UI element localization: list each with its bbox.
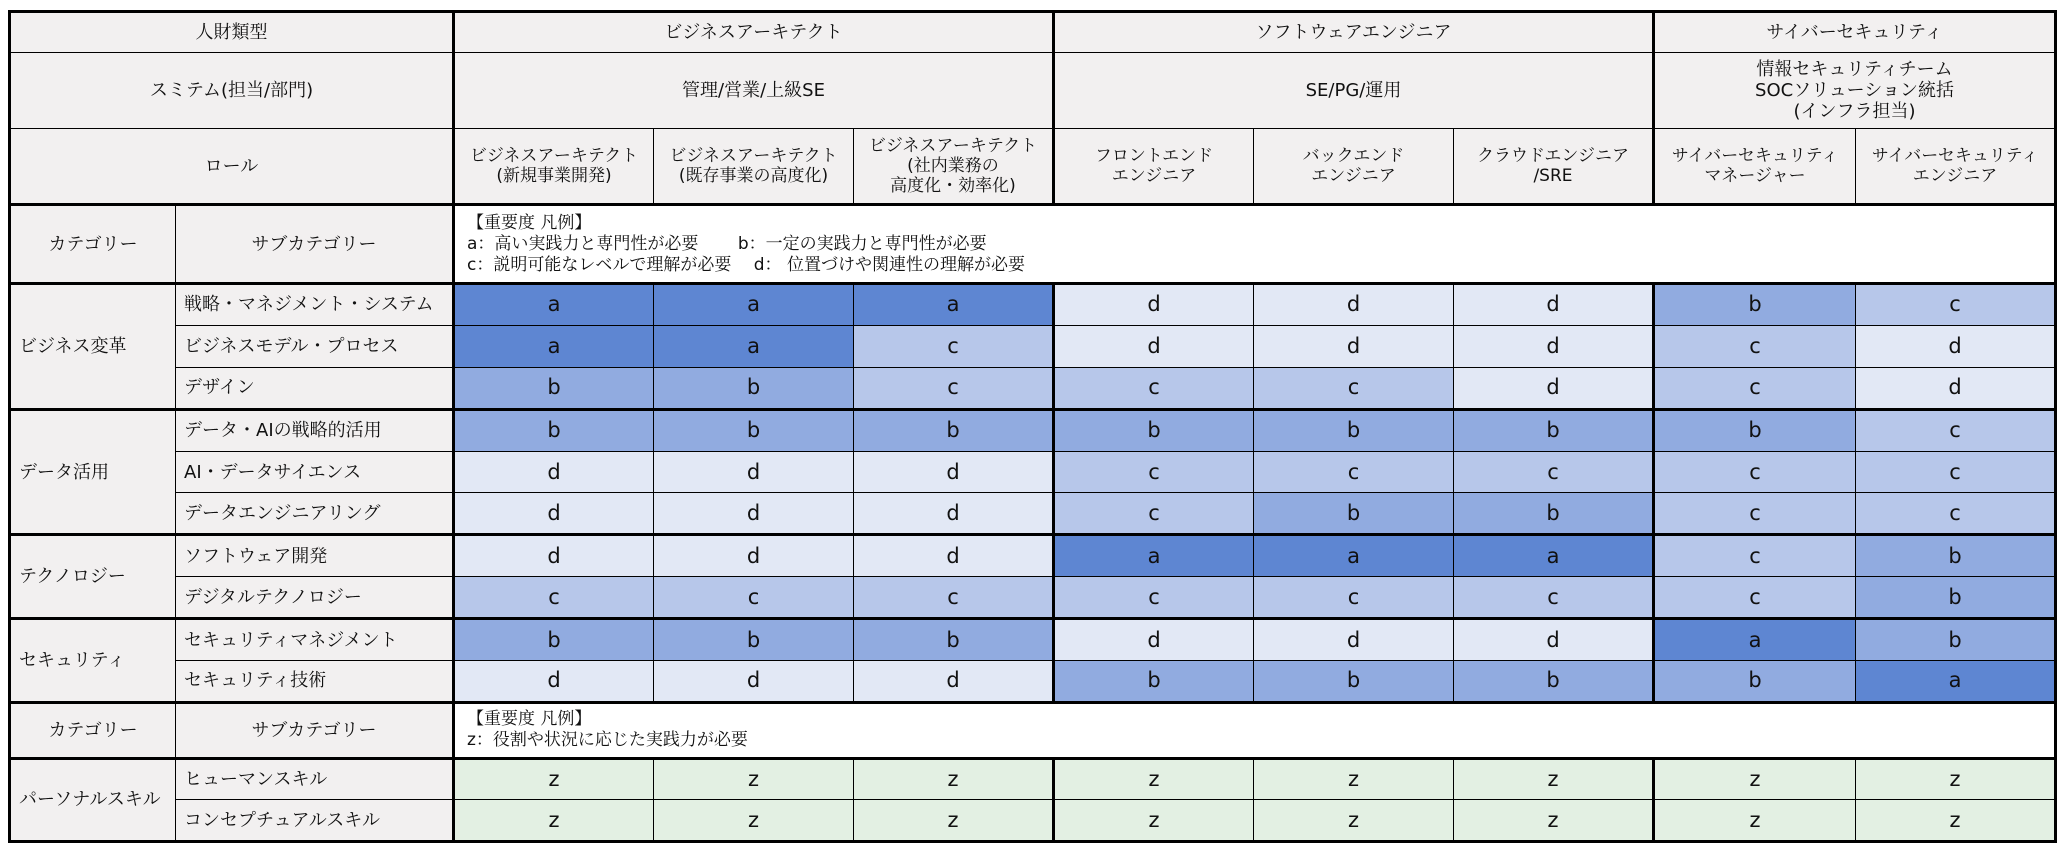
importance-cell: d <box>454 661 654 703</box>
importance-cell: d <box>854 451 1054 493</box>
role-header: サイバーセキュリティ エンジニア <box>1856 129 2056 205</box>
jinzai-type-label: 人財類型 <box>10 12 454 53</box>
importance-cell: b <box>654 367 854 409</box>
importance-cell: d <box>1254 619 1454 661</box>
importance-cell: d <box>1054 325 1254 367</box>
importance-cell: a <box>1454 535 1654 577</box>
importance-cell: c <box>1856 493 2056 535</box>
importance-cell: c <box>1654 325 1856 367</box>
importance-cell: c <box>1054 451 1254 493</box>
importance-cell: d <box>654 535 854 577</box>
importance-cell: b <box>1856 535 2056 577</box>
importance-cell: b <box>654 619 854 661</box>
importance-cell: d <box>1454 284 1654 326</box>
role-header: クラウドエンジニア /SRE <box>1454 129 1654 205</box>
importance-cell: b <box>1654 284 1856 326</box>
importance-cell: z <box>1654 800 1856 842</box>
importance-cell: a <box>654 284 854 326</box>
category-name: データ活用 <box>10 409 176 535</box>
importance-cell: d <box>1054 619 1254 661</box>
subcategory-name: セキュリティマネジメント <box>176 619 454 661</box>
importance-cell: b <box>1856 577 2056 619</box>
dept-group-header: 管理/営業/上級SE <box>454 53 1054 129</box>
importance-cell: a <box>454 284 654 326</box>
skill-matrix-body <box>10 12 2056 842</box>
legend-line: 【重要度 凡例】 <box>467 709 592 730</box>
importance-cell: c <box>1054 493 1254 535</box>
legend-row <box>10 205 2056 284</box>
skill-row <box>10 661 2056 703</box>
importance-cell: b <box>854 409 1054 451</box>
importance-cell: c <box>1254 451 1454 493</box>
importance-cell: z <box>454 758 654 800</box>
category-name: パーソナルスキル <box>10 758 176 841</box>
importance-cell: b <box>454 367 654 409</box>
skill-row <box>10 367 2056 409</box>
role-label: ロール <box>10 129 454 205</box>
skill-row <box>10 409 2056 451</box>
dept-label: スミテム(担当/部門) <box>10 53 454 129</box>
importance-cell: a <box>1054 535 1254 577</box>
skill-row <box>10 800 2056 842</box>
importance-cell: c <box>1054 577 1254 619</box>
importance-cell: z <box>854 800 1054 842</box>
importance-cell: z <box>1454 800 1654 842</box>
legend-line: c：説明可能なレベルで理解が必要 d： 位置づけや関連性の理解が必要 <box>467 254 1025 275</box>
importance-cell: a <box>454 325 654 367</box>
skill-matrix-table <box>8 10 2057 843</box>
importance-cell: c <box>854 367 1054 409</box>
subcategory-name: データ・AIの戦略的活用 <box>176 409 454 451</box>
subcategory-name: デザイン <box>176 367 454 409</box>
role-header: サイバーセキュリティ マネージャー <box>1654 129 1856 205</box>
importance-cell: b <box>1654 409 1856 451</box>
subcategory-name: デジタルテクノロジー <box>176 577 454 619</box>
importance-cell: c <box>1254 367 1454 409</box>
subcategory-name: 戦略・マネジメント・システム <box>176 284 454 326</box>
importance-cell: a <box>1254 535 1454 577</box>
importance-cell: c <box>1254 577 1454 619</box>
legend-row <box>10 702 2056 758</box>
type-group-header: ビジネスアーキテクト <box>454 12 1054 53</box>
skill-row <box>10 451 2056 493</box>
importance-cell: b <box>1254 661 1454 703</box>
importance-cell: d <box>1454 619 1654 661</box>
header-row-type <box>10 12 2056 53</box>
importance-cell: c <box>1654 367 1856 409</box>
role-header: ビジネスアーキテクト (新規事業開発) <box>454 129 654 205</box>
role-header: ビジネスアーキテクト (社内業務の 高度化・効率化) <box>854 129 1054 205</box>
importance-cell: c <box>854 325 1054 367</box>
importance-cell: a <box>854 284 1054 326</box>
dept-group-header: 情報セキュリティチーム SOCソリューション統括 (インフラ担当) <box>1654 53 2056 129</box>
type-group-header: サイバーセキュリティ <box>1654 12 2056 53</box>
category-name: テクノロジー <box>10 535 176 619</box>
importance-cell: z <box>1856 758 2056 800</box>
subcategory-name: ビジネスモデル・プロセス <box>176 325 454 367</box>
role-header: ビジネスアーキテクト (既存事業の高度化) <box>654 129 854 205</box>
importance-cell: a <box>654 325 854 367</box>
subcategory-name: セキュリティ技術 <box>176 661 454 703</box>
importance-cell: d <box>1254 284 1454 326</box>
type-group-header: ソフトウェアエンジニア <box>1054 12 1654 53</box>
subcategory-name: コンセプチュアルスキル <box>176 800 454 842</box>
importance-cell: c <box>1654 577 1856 619</box>
skill-matrix-wrapper <box>8 10 2057 843</box>
dept-group-header: SE/PG/運用 <box>1054 53 1654 129</box>
importance-cell: b <box>854 619 1054 661</box>
importance-legend <box>454 205 2056 284</box>
subcategory-name: データエンジニアリング <box>176 493 454 535</box>
importance-cell: c <box>1856 451 2056 493</box>
category-name: セキュリティ <box>10 619 176 703</box>
importance-cell: a <box>1654 619 1856 661</box>
importance-cell: d <box>654 493 854 535</box>
importance-cell: c <box>854 577 1054 619</box>
skill-row <box>10 493 2056 535</box>
importance-cell: b <box>454 619 654 661</box>
skill-row <box>10 758 2056 800</box>
importance-cell: c <box>1654 451 1856 493</box>
importance-cell: b <box>1254 409 1454 451</box>
legend-line: 【重要度 凡例】 <box>467 212 592 233</box>
importance-cell: d <box>1454 325 1654 367</box>
importance-cell: d <box>854 661 1054 703</box>
importance-cell: d <box>454 451 654 493</box>
importance-cell: z <box>854 758 1054 800</box>
header-row-role <box>10 129 2056 205</box>
skill-row <box>10 535 2056 577</box>
importance-cell: c <box>1856 284 2056 326</box>
category-header: カテゴリー <box>10 702 176 758</box>
importance-cell: c <box>1054 367 1254 409</box>
importance-cell: c <box>1454 451 1654 493</box>
importance-cell: d <box>654 661 854 703</box>
importance-cell: d <box>1454 367 1654 409</box>
importance-cell: b <box>1454 409 1654 451</box>
importance-cell: d <box>654 451 854 493</box>
skill-row <box>10 577 2056 619</box>
importance-cell: d <box>1054 284 1254 326</box>
importance-cell: b <box>1454 493 1654 535</box>
importance-cell: d <box>854 493 1054 535</box>
importance-cell: b <box>1254 493 1454 535</box>
legend-line: z：役割や状況に応じた実践力が必要 <box>467 730 748 751</box>
importance-cell: z <box>1054 758 1254 800</box>
subcategory-name: ソフトウェア開発 <box>176 535 454 577</box>
importance-cell: b <box>654 409 854 451</box>
header-row-dept <box>10 53 2056 129</box>
legend-line: a：高い実践力と専門性が必要 b：一定の実践力と専門性が必要 <box>467 233 987 254</box>
importance-cell: c <box>1654 535 1856 577</box>
skill-row <box>10 619 2056 661</box>
importance-cell: z <box>1654 758 1856 800</box>
importance-cell: d <box>454 493 654 535</box>
importance-cell: d <box>1856 325 2056 367</box>
subcategory-name: ヒューマンスキル <box>176 758 454 800</box>
importance-cell: z <box>1856 800 2056 842</box>
importance-cell: z <box>1254 758 1454 800</box>
subcategory-header: サブカテゴリー <box>176 702 454 758</box>
importance-cell: z <box>454 800 654 842</box>
importance-cell: b <box>1054 409 1254 451</box>
importance-cell: c <box>1654 493 1856 535</box>
importance-cell: c <box>1454 577 1654 619</box>
importance-cell: b <box>1454 661 1654 703</box>
importance-cell: z <box>1454 758 1654 800</box>
importance-cell: z <box>1254 800 1454 842</box>
importance-cell: d <box>1254 325 1454 367</box>
importance-cell: z <box>654 758 854 800</box>
importance-cell: c <box>654 577 854 619</box>
importance-cell: d <box>854 535 1054 577</box>
importance-cell: b <box>1054 661 1254 703</box>
role-header: フロントエンド エンジニア <box>1054 129 1254 205</box>
importance-cell: z <box>654 800 854 842</box>
importance-cell: b <box>1856 619 2056 661</box>
subcategory-name: AI・データサイエンス <box>176 451 454 493</box>
skill-row <box>10 284 2056 326</box>
subcategory-header: サブカテゴリー <box>176 205 454 284</box>
importance-cell: z <box>1054 800 1254 842</box>
role-header: バックエンド エンジニア <box>1254 129 1454 205</box>
category-name: ビジネス変革 <box>10 284 176 410</box>
category-header: カテゴリー <box>10 205 176 284</box>
importance-cell: c <box>454 577 654 619</box>
importance-legend <box>454 702 2056 758</box>
skill-row <box>10 325 2056 367</box>
importance-cell: b <box>1654 661 1856 703</box>
importance-cell: b <box>454 409 654 451</box>
importance-cell: d <box>1856 367 2056 409</box>
importance-cell: d <box>454 535 654 577</box>
importance-cell: c <box>1856 409 2056 451</box>
importance-cell: a <box>1856 661 2056 703</box>
